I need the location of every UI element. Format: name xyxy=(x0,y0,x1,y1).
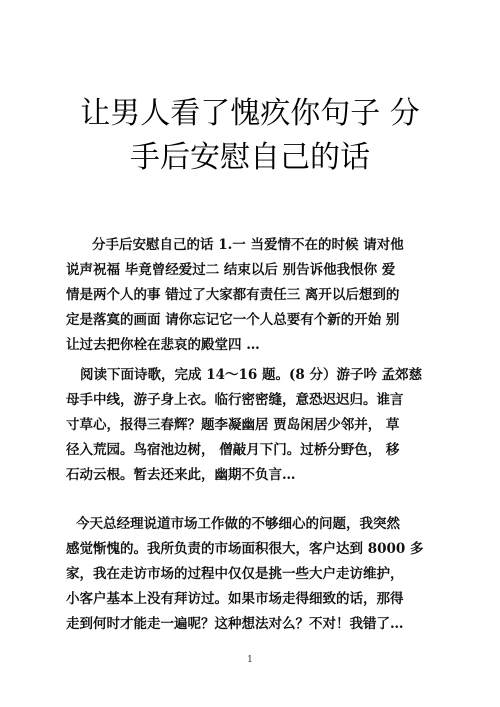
page-number: 1 xyxy=(247,655,253,665)
paragraph-2-line-5: 石动云根。暂去还来此，幽期不负言… xyxy=(66,467,296,483)
paragraph-3-line-1: 今天总经理说道市场工作做的不够细心的问题，我突然 xyxy=(76,516,400,532)
paragraph-1-line-4: 定是落寞的画面 请你忘记它一个人总要有个新的开始 别 xyxy=(66,312,400,328)
paragraph-3-line-2: 感觉惭愧的。我所负责的市场面积很大，客户达到 8000 多 xyxy=(66,541,424,557)
title-line-1: 让男人看了愧疚你句子 分 xyxy=(80,96,420,131)
paragraph-3-line-4: 小客户基本上没有拜访过。如果市场走得细致的话，那得 xyxy=(66,591,404,607)
paragraph-1-line-1: 分手后安慰自己的话 1.一 当爱情不在的时候 请对他 xyxy=(92,237,404,253)
paragraph-2-line-4: 径入荒园。鸟宿池边树， 僧敲月下门。过桥分野色， 移 xyxy=(66,442,400,458)
paragraph-1 xyxy=(66,233,434,358)
document-title xyxy=(60,92,440,180)
paragraph-2-line-2: 母手中线，游子身上衣。临行密密缝，意恐迟迟归。谁言 xyxy=(66,392,404,408)
paragraph-3-line-3: 家，我在走访市场的过程中仅仅是挑一些大户走访维护， xyxy=(66,566,404,582)
paragraph-1-line-5: 让过去把你栓在悲哀的殿堂四 … xyxy=(66,337,260,353)
paragraph-1-line-2: 说声祝福 毕竟曾经爱过二 结束以后 别告诉他我恨你 爱 xyxy=(66,262,396,278)
paragraph-3 xyxy=(66,512,434,637)
paragraph-3-line-5: 走到何时才能走一遍呢？这种想法对么？不对！我错了… xyxy=(66,616,404,632)
paragraph-2-line-3: 寸草心，报得三春辉？题李凝幽居 贾岛闲居少邻并， 草 xyxy=(66,417,400,433)
title-line-2: 手后安慰自己的话 xyxy=(130,140,370,175)
paragraph-2-line-1: 阅读下面诗歌，完成 14～16 题。(8 分）游子吟 孟郊慈 xyxy=(80,367,423,383)
paragraph-2 xyxy=(66,363,434,488)
paragraph-1-line-3: 情是两个人的事 错过了大家都有责任三 离开以后想到的 xyxy=(66,287,400,303)
